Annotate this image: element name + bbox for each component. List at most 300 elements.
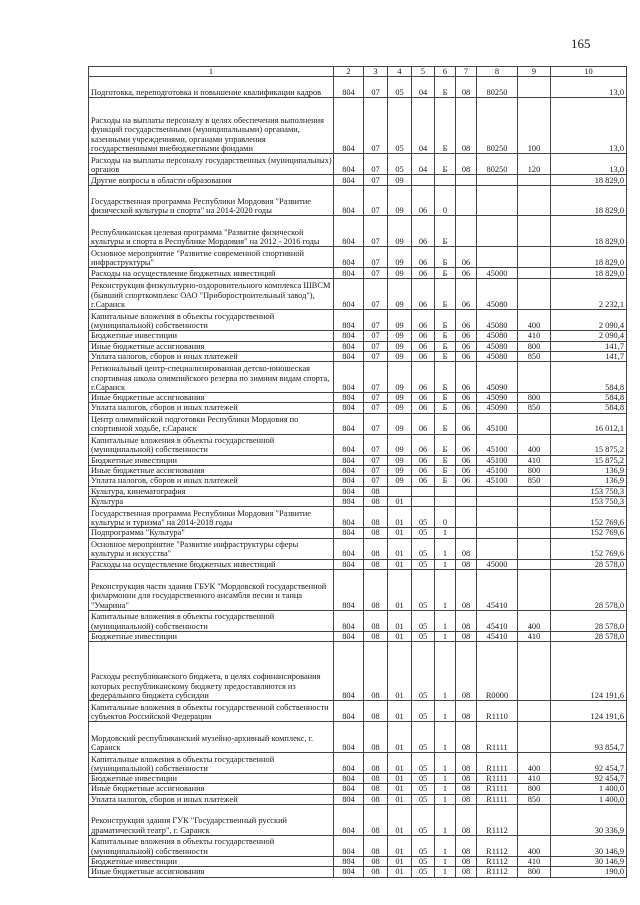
subsection-code-cell: 01 bbox=[388, 805, 412, 836]
section-code-cell: 07 bbox=[364, 310, 388, 331]
ministry-code-cell: 804 bbox=[334, 701, 364, 722]
expense-type-cell bbox=[518, 538, 551, 559]
expense-type-cell bbox=[518, 642, 551, 701]
event-code-cell bbox=[456, 175, 477, 186]
expense-type-cell: 410 bbox=[518, 455, 551, 465]
item-name-cell: Капитальные вложения в объекты государственной (муниципальной) собственности bbox=[89, 836, 334, 857]
ministry-code-cell: 804 bbox=[334, 631, 364, 641]
table-row bbox=[89, 476, 627, 486]
amount-cell: 2 232,1 bbox=[551, 279, 627, 310]
item-name-cell: Уплата налогов, сборов и иных платежей bbox=[89, 794, 334, 804]
amount-cell: 584,8 bbox=[551, 362, 627, 393]
section-code-cell: 07 bbox=[364, 413, 388, 434]
item-name-cell: Бюджетные инвестиции bbox=[89, 857, 334, 867]
subsection-code-cell: 05 bbox=[388, 77, 412, 98]
program-code-cell: 06 bbox=[412, 476, 435, 486]
ministry-code-cell: 804 bbox=[334, 476, 364, 486]
program-code-cell: 05 bbox=[412, 836, 435, 857]
program-code-cell: 05 bbox=[412, 610, 435, 631]
event-code-cell: 06 bbox=[456, 476, 477, 486]
item-name-cell: Бюджетные инвестиции bbox=[89, 631, 334, 641]
expense-type-cell: 800 bbox=[518, 393, 551, 403]
subprogram-code-cell: 1 bbox=[435, 753, 456, 774]
item-name-cell: Расходы республиканского бюджета, в целях софинансирования которых республиканскому бюджету предоставляются из федерального бюджета субсидии bbox=[89, 642, 334, 701]
amount-cell: 18 829,0 bbox=[551, 247, 627, 268]
subsection-code-cell: 09 bbox=[388, 455, 412, 465]
ministry-code-cell: 804 bbox=[334, 753, 364, 774]
amount-cell: 28 578,0 bbox=[551, 631, 627, 641]
amount-cell: 30 146,9 bbox=[551, 836, 627, 857]
section-code-cell: 07 bbox=[364, 175, 388, 186]
target-article-cell: R1111 bbox=[477, 774, 518, 784]
subsection-code-cell: 09 bbox=[388, 247, 412, 268]
ministry-code-cell: 804 bbox=[334, 186, 364, 216]
target-article-cell: 80250 bbox=[477, 154, 518, 175]
ministry-code-cell: 804 bbox=[334, 538, 364, 559]
amount-cell: 28 578,0 bbox=[551, 610, 627, 631]
table-row bbox=[89, 247, 627, 268]
amount-cell: 2 090,4 bbox=[551, 331, 627, 341]
program-code-cell: 06 bbox=[412, 362, 435, 393]
section-code-cell: 08 bbox=[364, 774, 388, 784]
header-cell: 6 bbox=[435, 67, 456, 77]
table-row bbox=[89, 455, 627, 465]
event-code-cell: 08 bbox=[456, 774, 477, 784]
header-cell: 4 bbox=[388, 67, 412, 77]
expense-type-cell: 400 bbox=[518, 310, 551, 331]
amount-cell: 152 769,6 bbox=[551, 538, 627, 559]
ministry-code-cell: 804 bbox=[334, 466, 364, 476]
section-code-cell: 08 bbox=[364, 631, 388, 641]
ministry-code-cell: 804 bbox=[334, 774, 364, 784]
subsection-code-cell: 01 bbox=[388, 701, 412, 722]
section-code-cell: 08 bbox=[364, 836, 388, 857]
item-name-cell: Капитальные вложения в объекты государственной (муниципальной) собственности bbox=[89, 753, 334, 774]
expense-type-cell bbox=[518, 247, 551, 268]
section-code-cell: 07 bbox=[364, 98, 388, 154]
target-article-cell: 45000 bbox=[477, 559, 518, 569]
subprogram-code-cell: 1 bbox=[435, 805, 456, 836]
subsection-code-cell: 09 bbox=[388, 403, 412, 413]
table-row bbox=[89, 268, 627, 279]
ministry-code-cell: 804 bbox=[334, 331, 364, 341]
subprogram-code-cell: Б bbox=[435, 310, 456, 331]
header-cell: 9 bbox=[518, 67, 551, 77]
expense-type-cell bbox=[518, 486, 551, 496]
amount-cell: 15 875,2 bbox=[551, 455, 627, 465]
program-code-cell: 05 bbox=[412, 867, 435, 877]
item-name-cell: Государственная программа Республики Мордовия "Развитие культуры и туризма" на 2014-2018 годы bbox=[89, 507, 334, 528]
subsection-code-cell: 01 bbox=[388, 642, 412, 701]
program-code-cell: 06 bbox=[412, 393, 435, 403]
item-name-cell: Расходы на осуществление бюджетных инвестиций bbox=[89, 559, 334, 569]
subsection-code-cell: 01 bbox=[388, 631, 412, 641]
item-name-cell: Иные бюджетные ассигнования bbox=[89, 393, 334, 403]
expense-type-cell bbox=[518, 175, 551, 186]
event-code-cell: 08 bbox=[456, 98, 477, 154]
event-code-cell: 06 bbox=[456, 310, 477, 331]
event-code-cell: 08 bbox=[456, 857, 477, 867]
amount-cell: 13,0 bbox=[551, 154, 627, 175]
ministry-code-cell: 804 bbox=[334, 310, 364, 331]
program-code-cell: 05 bbox=[412, 642, 435, 701]
subprogram-code-cell: 1 bbox=[435, 774, 456, 784]
table-row bbox=[89, 331, 627, 341]
amount-cell: 92 454,7 bbox=[551, 753, 627, 774]
subprogram-code-cell: 1 bbox=[435, 836, 456, 857]
target-article-cell: R1111 bbox=[477, 794, 518, 804]
subsection-code-cell: 01 bbox=[388, 857, 412, 867]
program-code-cell: 04 bbox=[412, 154, 435, 175]
subsection-code-cell: 01 bbox=[388, 507, 412, 528]
expense-type-cell bbox=[518, 559, 551, 569]
item-name-cell: Основное мероприятие "Развитие современной спортивной инфраструктуры" bbox=[89, 247, 334, 268]
section-code-cell: 07 bbox=[364, 331, 388, 341]
expense-type-cell: 410 bbox=[518, 774, 551, 784]
amount-cell: 136,9 bbox=[551, 476, 627, 486]
section-code-cell: 07 bbox=[364, 393, 388, 403]
expense-type-cell: 410 bbox=[518, 631, 551, 641]
subsection-code-cell: 05 bbox=[388, 98, 412, 154]
subsection-code-cell: 01 bbox=[388, 722, 412, 753]
expense-type-cell bbox=[518, 77, 551, 98]
table-row bbox=[89, 753, 627, 774]
ministry-code-cell: 804 bbox=[334, 528, 364, 538]
amount-cell: 152 769,6 bbox=[551, 528, 627, 538]
program-code-cell: 06 bbox=[412, 310, 435, 331]
table-row bbox=[89, 486, 627, 496]
subprogram-code-cell: 0 bbox=[435, 507, 456, 528]
amount-cell: 28 578,0 bbox=[551, 559, 627, 569]
expense-type-cell: 800 bbox=[518, 867, 551, 877]
event-code-cell: 08 bbox=[456, 610, 477, 631]
ministry-code-cell: 804 bbox=[334, 722, 364, 753]
expense-type-cell bbox=[518, 279, 551, 310]
amount-cell: 584,8 bbox=[551, 393, 627, 403]
subprogram-code-cell: 1 bbox=[435, 528, 456, 538]
target-article-cell: 45410 bbox=[477, 569, 518, 610]
program-code-cell: 06 bbox=[412, 351, 435, 361]
target-article-cell: 45410 bbox=[477, 631, 518, 641]
expense-type-cell: 410 bbox=[518, 857, 551, 867]
subsection-code-cell: 09 bbox=[388, 186, 412, 216]
ministry-code-cell: 804 bbox=[334, 486, 364, 496]
table-row bbox=[89, 434, 627, 455]
expense-type-cell bbox=[518, 216, 551, 247]
program-code-cell: 05 bbox=[412, 631, 435, 641]
item-name-cell: Иные бюджетные ассигнования bbox=[89, 466, 334, 476]
budget-table bbox=[88, 66, 627, 878]
subprogram-code-cell: Б bbox=[435, 434, 456, 455]
table-row bbox=[89, 98, 627, 154]
event-code-cell bbox=[456, 507, 477, 528]
item-name-cell: Уплата налогов, сборов и иных платежей bbox=[89, 476, 334, 486]
event-code-cell: 08 bbox=[456, 753, 477, 774]
item-name-cell: Реконструкция физкультурно-оздоровительного комплекса ШВСМ (бывший спорткомплекс ОАО "Приборостроительный завод"), г.Саранск bbox=[89, 279, 334, 310]
ministry-code-cell: 804 bbox=[334, 784, 364, 794]
expense-type-cell: 800 bbox=[518, 784, 551, 794]
table-row bbox=[89, 175, 627, 186]
ministry-code-cell: 804 bbox=[334, 98, 364, 154]
program-code-cell: 06 bbox=[412, 331, 435, 341]
ministry-code-cell: 804 bbox=[334, 642, 364, 701]
table-row bbox=[89, 794, 627, 804]
item-name-cell: Расходы на выплаты персоналу государственных (муниципальных) органов bbox=[89, 154, 334, 175]
event-code-cell: 08 bbox=[456, 701, 477, 722]
header-cell: 2 bbox=[334, 67, 364, 77]
item-name-cell: Мордовский республиканский музейно-архивный комплекс, г. Саранск bbox=[89, 722, 334, 753]
amount-cell: 18 829,0 bbox=[551, 186, 627, 216]
section-code-cell: 07 bbox=[364, 279, 388, 310]
program-code-cell: 06 bbox=[412, 413, 435, 434]
header-cell: 7 bbox=[456, 67, 477, 77]
target-article-cell: R1110 bbox=[477, 701, 518, 722]
section-code-cell: 07 bbox=[364, 341, 388, 351]
subsection-code-cell: 09 bbox=[388, 351, 412, 361]
subsection-code-cell: 01 bbox=[388, 774, 412, 784]
ministry-code-cell: 804 bbox=[334, 351, 364, 361]
table-row bbox=[89, 341, 627, 351]
expense-type-cell bbox=[518, 722, 551, 753]
subprogram-code-cell: 1 bbox=[435, 794, 456, 804]
subprogram-code-cell: Б bbox=[435, 154, 456, 175]
amount-cell: 30 336,9 bbox=[551, 805, 627, 836]
amount-cell: 15 875,2 bbox=[551, 434, 627, 455]
budget-table-container bbox=[88, 66, 626, 878]
event-code-cell: 08 bbox=[456, 538, 477, 559]
subsection-code-cell: 01 bbox=[388, 836, 412, 857]
table-row bbox=[89, 569, 627, 610]
event-code-cell: 06 bbox=[456, 331, 477, 341]
ministry-code-cell: 804 bbox=[334, 496, 364, 506]
event-code-cell: 08 bbox=[456, 805, 477, 836]
expense-type-cell bbox=[518, 496, 551, 506]
expense-type-cell bbox=[518, 805, 551, 836]
program-code-cell bbox=[412, 486, 435, 496]
event-code-cell: 08 bbox=[456, 722, 477, 753]
subprogram-code-cell: Б bbox=[435, 403, 456, 413]
expense-type-cell: 400 bbox=[518, 434, 551, 455]
section-code-cell: 07 bbox=[364, 154, 388, 175]
program-code-cell: 05 bbox=[412, 794, 435, 804]
expense-type-cell: 400 bbox=[518, 753, 551, 774]
section-code-cell: 08 bbox=[364, 569, 388, 610]
table-row bbox=[89, 393, 627, 403]
target-article-cell: 45410 bbox=[477, 610, 518, 631]
item-name-cell: Капитальные вложения в объекты государственной (муниципальной) собственности bbox=[89, 310, 334, 331]
table-row bbox=[89, 836, 627, 857]
item-name-cell: Иные бюджетные ассигнования bbox=[89, 867, 334, 877]
target-article-cell: 45080 bbox=[477, 310, 518, 331]
table-row bbox=[89, 642, 627, 701]
expense-type-cell: 800 bbox=[518, 466, 551, 476]
section-code-cell: 08 bbox=[364, 610, 388, 631]
subsection-code-cell: 09 bbox=[388, 279, 412, 310]
subsection-code-cell: 09 bbox=[388, 413, 412, 434]
section-code-cell: 07 bbox=[364, 351, 388, 361]
event-code-cell: 06 bbox=[456, 268, 477, 279]
subsection-code-cell: 01 bbox=[388, 528, 412, 538]
event-code-cell: 08 bbox=[456, 631, 477, 641]
section-code-cell: 07 bbox=[364, 216, 388, 247]
event-code-cell: 06 bbox=[456, 351, 477, 361]
program-code-cell: 06 bbox=[412, 455, 435, 465]
event-code-cell: 08 bbox=[456, 154, 477, 175]
event-code-cell bbox=[456, 486, 477, 496]
subprogram-code-cell: 1 bbox=[435, 642, 456, 701]
expense-type-cell bbox=[518, 528, 551, 538]
event-code-cell bbox=[456, 216, 477, 247]
amount-cell: 152 769,6 bbox=[551, 507, 627, 528]
table-row bbox=[89, 466, 627, 476]
program-code-cell: 05 bbox=[412, 507, 435, 528]
target-article-cell: 45090 bbox=[477, 393, 518, 403]
table-row bbox=[89, 216, 627, 247]
amount-cell: 141,7 bbox=[551, 351, 627, 361]
section-code-cell: 07 bbox=[364, 186, 388, 216]
subprogram-code-cell: Б bbox=[435, 476, 456, 486]
subsection-code-cell: 01 bbox=[388, 867, 412, 877]
subsection-code-cell: 09 bbox=[388, 393, 412, 403]
table-row bbox=[89, 701, 627, 722]
subprogram-code-cell: 1 bbox=[435, 857, 456, 867]
subprogram-code-cell: Б bbox=[435, 413, 456, 434]
item-name-cell: Бюджетные инвестиции bbox=[89, 774, 334, 784]
item-name-cell: Капитальные вложения в объекты государственной (муниципальной) собственности bbox=[89, 434, 334, 455]
expense-type-cell: 850 bbox=[518, 403, 551, 413]
ministry-code-cell: 804 bbox=[334, 507, 364, 528]
header-cell: 1 bbox=[89, 67, 334, 77]
item-name-cell: Бюджетные инвестиции bbox=[89, 455, 334, 465]
target-article-cell bbox=[477, 486, 518, 496]
item-name-cell: Подготовка, переподготовка и повышение квалификации кадров bbox=[89, 77, 334, 98]
subprogram-code-cell: Б bbox=[435, 362, 456, 393]
subprogram-code-cell: Б bbox=[435, 331, 456, 341]
item-name-cell: Иные бюджетные ассигнования bbox=[89, 784, 334, 794]
event-code-cell bbox=[456, 186, 477, 216]
target-article-cell: R1111 bbox=[477, 784, 518, 794]
program-code-cell: 06 bbox=[412, 403, 435, 413]
section-code-cell: 08 bbox=[364, 528, 388, 538]
event-code-cell: 06 bbox=[456, 434, 477, 455]
subsection-code-cell: 09 bbox=[388, 434, 412, 455]
event-code-cell: 06 bbox=[456, 393, 477, 403]
section-code-cell: 07 bbox=[364, 77, 388, 98]
ministry-code-cell: 804 bbox=[334, 569, 364, 610]
ministry-code-cell: 804 bbox=[334, 77, 364, 98]
item-name-cell: Основное мероприятие "Развитие инфраструктуры сферы культуры и искусства" bbox=[89, 538, 334, 559]
target-article-cell bbox=[477, 528, 518, 538]
amount-cell: 141,7 bbox=[551, 341, 627, 351]
target-article-cell: 45100 bbox=[477, 455, 518, 465]
subprogram-code-cell: Б bbox=[435, 341, 456, 351]
ministry-code-cell: 804 bbox=[334, 857, 364, 867]
event-code-cell: 08 bbox=[456, 867, 477, 877]
target-article-cell: 45100 bbox=[477, 466, 518, 476]
subprogram-code-cell: Б bbox=[435, 216, 456, 247]
header-cell: 10 bbox=[551, 67, 627, 77]
subprogram-code-cell: Б bbox=[435, 351, 456, 361]
expense-type-cell bbox=[518, 362, 551, 393]
target-article-cell: 45100 bbox=[477, 476, 518, 486]
subsection-code-cell: 09 bbox=[388, 362, 412, 393]
subprogram-code-cell: 1 bbox=[435, 867, 456, 877]
program-code-cell: 05 bbox=[412, 722, 435, 753]
target-article-cell bbox=[477, 216, 518, 247]
section-code-cell: 08 bbox=[364, 805, 388, 836]
program-code-cell: 05 bbox=[412, 857, 435, 867]
subsection-code-cell: 01 bbox=[388, 753, 412, 774]
subsection-code-cell: 01 bbox=[388, 496, 412, 506]
table-row bbox=[89, 774, 627, 784]
section-code-cell: 08 bbox=[364, 496, 388, 506]
table-row bbox=[89, 722, 627, 753]
table-row bbox=[89, 186, 627, 216]
subprogram-code-cell: Б bbox=[435, 77, 456, 98]
subprogram-code-cell: Б bbox=[435, 393, 456, 403]
item-name-cell: Другие вопросы в области образования bbox=[89, 175, 334, 186]
item-name-cell: Культура, кинематография bbox=[89, 486, 334, 496]
ministry-code-cell: 804 bbox=[334, 154, 364, 175]
section-code-cell: 08 bbox=[364, 507, 388, 528]
table-row bbox=[89, 805, 627, 836]
section-code-cell: 08 bbox=[364, 784, 388, 794]
subsection-code-cell: 09 bbox=[388, 466, 412, 476]
section-code-cell: 07 bbox=[364, 268, 388, 279]
expense-type-cell: 120 bbox=[518, 154, 551, 175]
subsection-code-cell: 09 bbox=[388, 310, 412, 331]
ministry-code-cell: 804 bbox=[334, 610, 364, 631]
program-code-cell: 06 bbox=[412, 186, 435, 216]
subprogram-code-cell: 1 bbox=[435, 538, 456, 559]
subsection-code-cell bbox=[388, 486, 412, 496]
amount-cell: 13,0 bbox=[551, 98, 627, 154]
expense-type-cell: 850 bbox=[518, 794, 551, 804]
ministry-code-cell: 804 bbox=[334, 268, 364, 279]
target-article-cell: 80250 bbox=[477, 98, 518, 154]
event-code-cell: 08 bbox=[456, 836, 477, 857]
amount-cell: 13,0 bbox=[551, 77, 627, 98]
ministry-code-cell: 804 bbox=[334, 341, 364, 351]
subsection-code-cell: 01 bbox=[388, 569, 412, 610]
section-code-cell: 07 bbox=[364, 455, 388, 465]
program-code-cell: 05 bbox=[412, 701, 435, 722]
item-name-cell: Бюджетные инвестиции bbox=[89, 331, 334, 341]
target-article-cell: 80250 bbox=[477, 77, 518, 98]
subprogram-code-cell bbox=[435, 486, 456, 496]
amount-cell: 1 400,0 bbox=[551, 794, 627, 804]
ministry-code-cell: 804 bbox=[334, 216, 364, 247]
table-header-row bbox=[89, 67, 627, 77]
amount-cell: 30 146,9 bbox=[551, 857, 627, 867]
table-row bbox=[89, 631, 627, 641]
subprogram-code-cell: 0 bbox=[435, 186, 456, 216]
target-article-cell: 45000 bbox=[477, 268, 518, 279]
table-row bbox=[89, 362, 627, 393]
expense-type-cell: 850 bbox=[518, 476, 551, 486]
target-article-cell: 45100 bbox=[477, 434, 518, 455]
program-code-cell: 06 bbox=[412, 216, 435, 247]
subprogram-code-cell: 1 bbox=[435, 701, 456, 722]
amount-cell: 28 578,0 bbox=[551, 569, 627, 610]
item-name-cell: Подпрограмма "Культура" bbox=[89, 528, 334, 538]
event-code-cell: 06 bbox=[456, 455, 477, 465]
target-article-cell: R0000 bbox=[477, 642, 518, 701]
item-name-cell: Республиканская целевая программа "Развитие физической культуры и спорта в Республике Мордовия" на 2012 - 2016 годы bbox=[89, 216, 334, 247]
target-article-cell: 45080 bbox=[477, 331, 518, 341]
table-row bbox=[89, 867, 627, 877]
program-code-cell: 05 bbox=[412, 784, 435, 794]
